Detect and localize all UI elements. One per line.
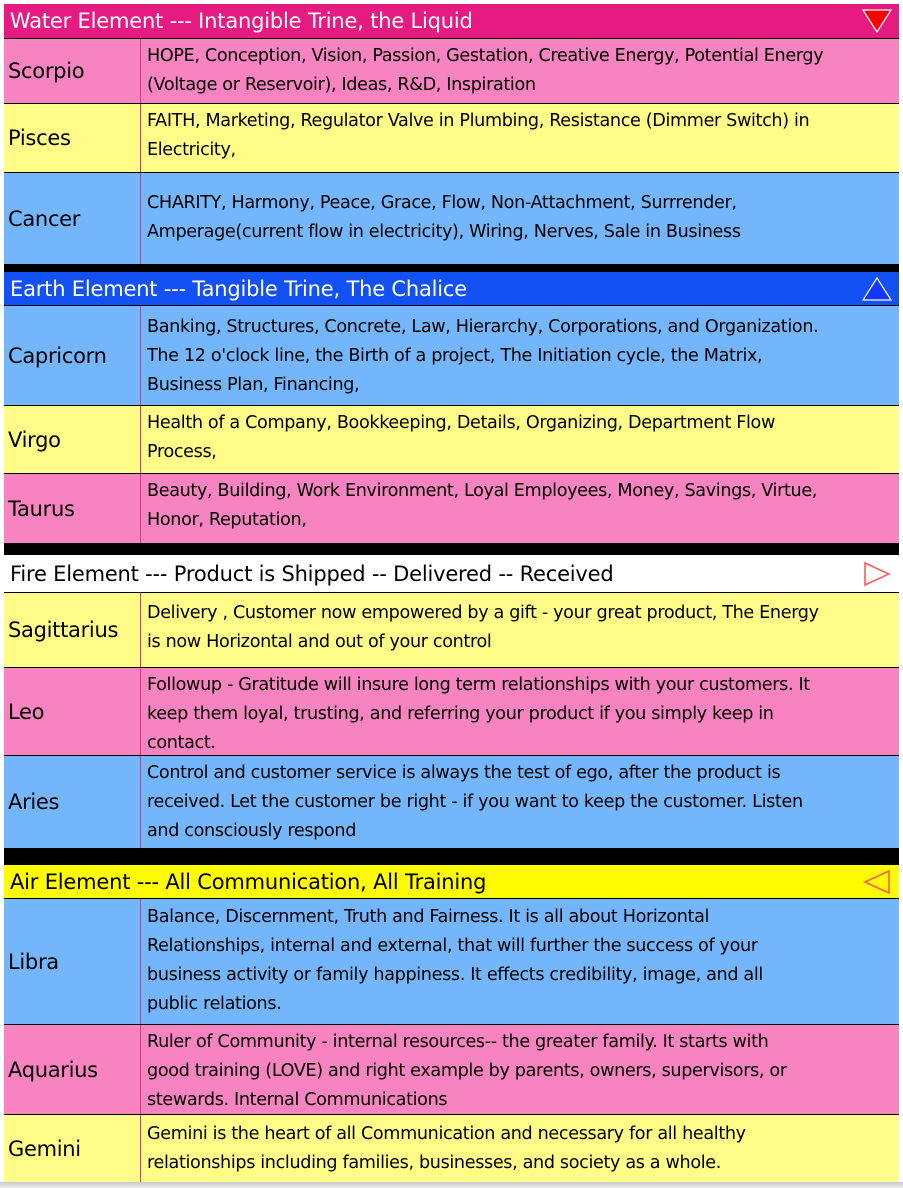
sign-description: Health of a Company, Bookkeeping, Details, Organizing, Department Flow Process,: [147, 413, 776, 462]
fire-element-header: [4, 555, 899, 592]
sign-name: Taurus: [4, 474, 141, 543]
sign-description: Beauty, Building, Work Environment, Loyal Employees, Money, Savings, Virtue, Honor, Reputation,: [147, 481, 818, 530]
sign-row-virgo: [4, 405, 899, 473]
sign-name: Aquarius: [4, 1025, 141, 1114]
page-bottom-edge: [0, 1182, 903, 1188]
left-triangle-icon: [861, 869, 893, 895]
down-triangle-icon: [861, 8, 893, 34]
sign-row-aries: [4, 755, 899, 848]
sign-row-taurus: [4, 473, 899, 543]
sign-row-capricorn: [4, 305, 899, 405]
sign-row-pisces: [4, 103, 899, 172]
sign-description: Banking, Structures, Concrete, Law, Hierarchy, Corporations, and Organization. The 12 o'clock line, the Birth of a project, The Initiation cycle, the Matrix, Business Plan, Financing,: [147, 317, 819, 395]
sign-name: Sagittarius: [4, 593, 141, 667]
sign-description: Ruler of Community - internal resources-- the greater family. It starts with good training (LOVE) and right example by parents, owners, supervisors, or stewards. Internal Communications: [147, 1032, 787, 1110]
sign-description: FAITH, Marketing, Regulator Valve in Plumbing, Resistance (Dimmer Switch) in Electricity,: [147, 111, 810, 160]
sign-name: Virgo: [4, 406, 141, 473]
water-element-header: [4, 4, 899, 38]
air-element-header: [4, 865, 899, 898]
sign-row-libra: [4, 898, 899, 1024]
sign-row-leo: [4, 667, 899, 755]
sign-name: Gemini: [4, 1115, 141, 1182]
sign-row-sagittarius: [4, 592, 899, 667]
sign-description: CHARITY, Harmony, Peace, Grace, Flow, Non-Attachment, Surrrender, Amperage(current flow in electricity), Wiring, Nerves, Sale in Business: [147, 193, 741, 242]
sign-name: Libra: [4, 899, 141, 1024]
sign-row-aquarius: [4, 1024, 899, 1114]
sign-description: Delivery , Customer now empowered by a gift - your great product, The Energy is now Horizontal and out of your control: [147, 603, 819, 652]
sign-row-gemini: [4, 1114, 899, 1182]
sign-name: Leo: [4, 668, 141, 755]
sign-description: Control and customer service is always the test of ego, after the product is received. Let the customer be right - if you want to keep the customer. Listen and consciously respond: [147, 763, 803, 841]
right-triangle-icon: [861, 561, 893, 587]
sign-name: Cancer: [4, 173, 141, 264]
sign-name: Capricorn: [4, 306, 141, 405]
sign-row-cancer: [4, 172, 899, 264]
up-triangle-icon: [861, 276, 893, 302]
sign-description: Balance, Discernment, Truth and Fairness. It is all about Horizontal Relationships, internal and external, that will further the success of your business activity or family happiness. It effects credibility, image, and all public relations.: [147, 907, 763, 1014]
air-element-title: Air Element --- All Communication, All Training: [10, 869, 487, 894]
earth-element-header: [4, 272, 899, 305]
sign-description: Gemini is the heart of all Communication and necessary for all healthy relationships including families, businesses, and society as a whole.: [147, 1124, 746, 1173]
elements-table: [4, 4, 899, 1182]
sign-row-scorpio: [4, 38, 899, 103]
sign-name: Aries: [4, 756, 141, 848]
sign-name: Pisces: [4, 104, 141, 172]
sign-description: Followup - Gratitude will insure long term relationships with your customers. It keep them loyal, trusting, and referring your product if you simply keep in contact.: [147, 675, 810, 753]
sign-description: HOPE, Conception, Vision, Passion, Gestation, Creative Energy, Potential Energy (Voltage or Reservoir), Ideas, R&D, Inspiration: [147, 46, 824, 95]
earth-element-title: Earth Element --- Tangible Trine, The Chalice: [10, 276, 467, 301]
water-element-title: Water Element --- Intangible Trine, the Liquid: [10, 9, 473, 33]
fire-element-title: Fire Element --- Product is Shipped -- Delivered -- Received: [10, 561, 614, 586]
sign-name: Scorpio: [4, 39, 141, 103]
